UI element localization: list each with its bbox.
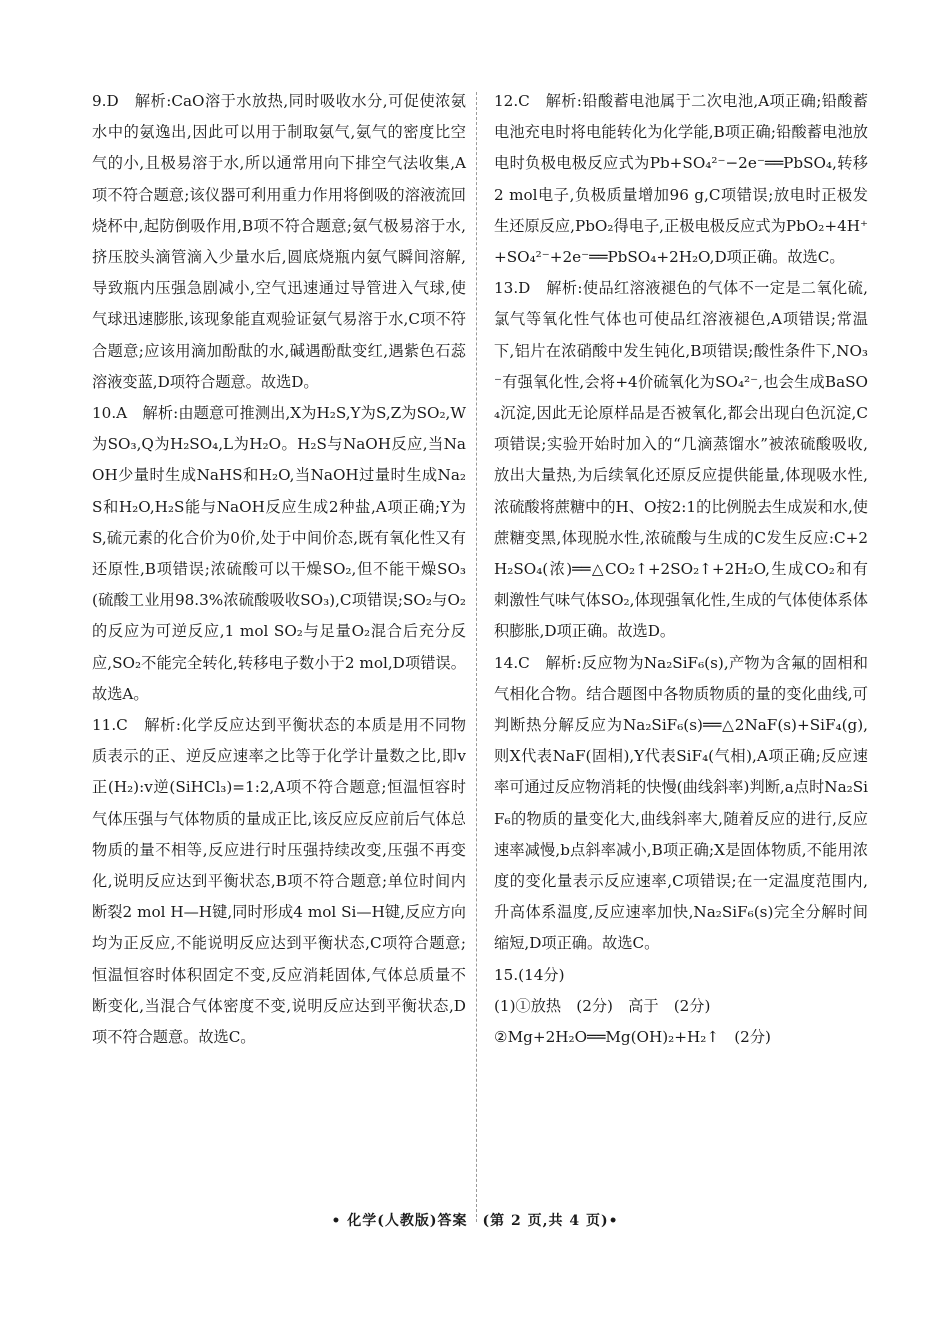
answer-14: 14.C 解析:反应物为Na₂SiF₆(s),产物为含氟的固相和气相化合物。结合题图中各物质物质的量的变化曲线,可判断热分解反应为Na₂SiF₆(s)══△2NaF(s)+SiF₄(g),则X代表NaF(固相),Y代表SiF₄(气相),A项正确;反应速率可通过反应物消耗的快慢(曲线斜率)判断,a点时Na₂SiF₆的物质的量变化大,曲线斜率大,随着反应的进行,反应速率减慢,b点斜率减小,B项正确;X是固体物质,不能用浓度的变化量表示反应速率,C项错误;在一定温度范围内,升高体系温度,反应速率加快,Na₂SiF₆(s)完全分解时间缩短,D项正确。故选C。 [494, 653, 868, 953]
page-footer: • 化学(人教版)答案 (第 2 页,共 4 页)• [331, 1213, 619, 1229]
column-divider [476, 92, 477, 1222]
answer-9: 9.D 解析:CaO溶于水放热,同时吸收水分,可促使浓氨水中的氨逸出,因此可以用于制取氨气,氨气的密度比空气的小,且极易溶于水,所以通常用向下排空气法收集,A项不符合题意;该仪器可利用重力作用将倒吸的溶液流回烧杯中,起防倒吸作用,B项不符合题意;氨气极易溶于水,挤压胶头滴管滴入少量水后,圆底烧瓶内氨气瞬间溶解,导致瓶内压强急剧减小,空气迅速通过导管进入气球,使气球迅速膨胀,该现象能直观验证氨气易溶于水,C项不符合题意;应该用滴加酚酞的水,碱遇酚酞变红,遇紫色石蕊溶液变蓝,D项符合题意。故选D。 [92, 92, 466, 391]
answer-15-heading: 15.(14分) [494, 965, 565, 984]
answer-13: 13.D 解析:使品红溶液褪色的气体不一定是二氧化硫,氯气等氧化性气体也可使品红溶液褪色,A项错误;常温下,铝片在浓硝酸中发生钝化,B项错误;酸性条件下,NO₃⁻有强氧化性,会将+4价硫氧化为SO₄²⁻,也会生成BaSO₄沉淀,因此无论原样品是否被氧化,都会出现白色沉淀,C项错误;实验开始时加入的“几滴蒸馏水”被浓硫酸吸收,放出大量热,为后续氧化还原反应提供能量,体现吸水性,浓硫酸将蔗糖中的H、O按2:1的比例脱去生成炭和水,使蔗糖变黑,体现脱水性,浓硫酸与生成的C发生反应:C+2H₂SO₄(浓)══△CO₂↑+2SO₂↑+2H₂O,生成CO₂和有刺激性气味气体SO₂,体现强氧化性,生成的气体使体系体积膨胀,D项正确。故选D。 [494, 279, 868, 641]
answer-10: 10.A 解析:由题意可推测出,X为H₂S,Y为S,Z为SO₂,W为SO₃,Q为H₂SO₄,L为H₂O。H₂S与NaOH反应,当NaOH少量时生成NaHS和H₂O,当NaOH过量时生成Na₂S和H₂O,H₂S能与NaOH反应生成2种盐,A项正确;Y为S,硫元素的化合价为0价,处于中间价态,既有氧化性又有还原性,B项错误;浓硫酸可以干燥SO₂,但不能干燥SO₃(硫酸工业用98.3%浓硫酸吸收SO₃),C项错误;SO₂与O₂的反应为可逆反应,1 mol SO₂与足量O₂混合后充分反应,SO₂不能完全转化,转移电子数小于2 mol,D项错误。故选A。 [92, 404, 466, 703]
answer-11: 11.C 解析:化学反应达到平衡状态的本质是用不同物质表示的正、逆反应速率之比等于化学计量数之比,即v正(H₂):v逆(SiHCl₃)=1:2,A项不符合题意;恒温恒容时气体压强与气体物质的量成正比,该反应反应前后气体总物质的量不相等,反应进行时压强持续改变,压强不再变化,说明反应达到平衡状态,B项不符合题意;单位时间内断裂2 mol H—H键,同时形成4 mol Si—H键,反应方向均为正反应,不能说明反应达到平衡状态,C项符合题意;恒温恒容时体积固定不变,反应消耗固体,气体总质量不断变化,当混合气体密度不变,说明反应达到平衡状态,D项不符合题意。故选C。 [92, 716, 466, 1047]
left-column [92, 86, 466, 1053]
answer-15-part1: (1)①放热 (2分) 高于 (2分) [494, 996, 711, 1015]
answer-12: 12.C 解析:铅酸蓄电池属于二次电池,A项正确;铅酸蓄电池充电时将电能转化为化学能,B项正确;铅酸蓄电池放电时负极电极反应式为Pb+SO₄²⁻−2e⁻══PbSO₄,转移2 mol电子,负极质量增加96 g,C项错误;放电时正极发生还原反应,PbO₂得电子,正极电极反应式为PbO₂+4H⁺+SO₄²⁻+2e⁻══PbSO₄+2H₂O,D项正确。故选C。 [494, 92, 868, 267]
answer-15-part2: ②Mg+2H₂O══Mg(OH)₂+H₂↑ (2分) [494, 1028, 771, 1047]
right-column [494, 86, 868, 1053]
